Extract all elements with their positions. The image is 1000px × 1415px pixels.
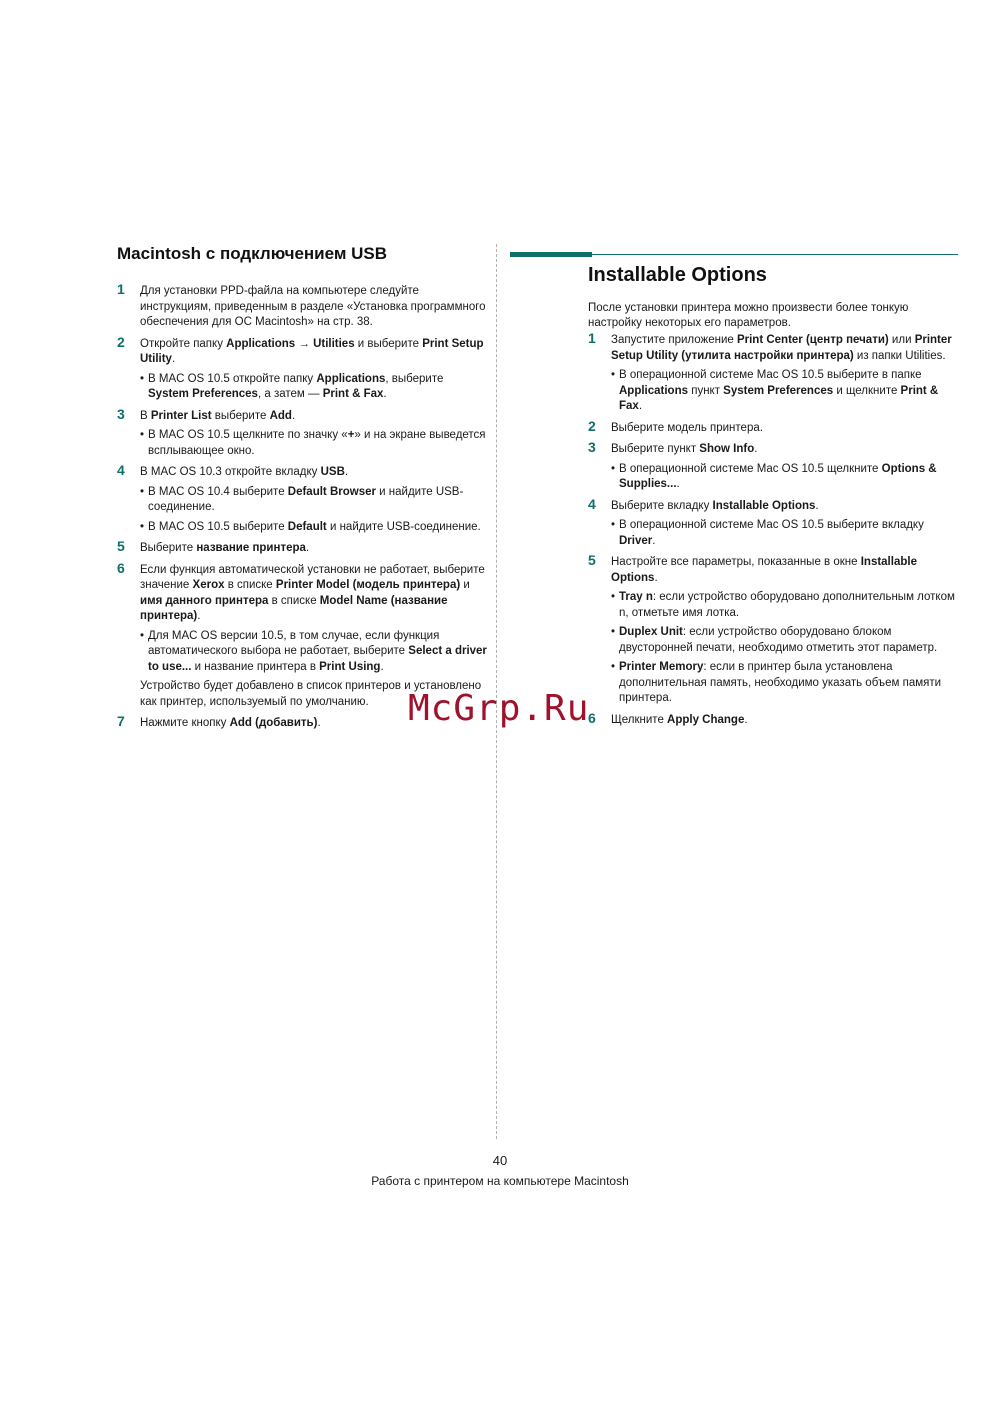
step-text: Откройте папку: [140, 337, 227, 350]
step-text: .: [305, 542, 310, 554]
step-number: 4: [588, 495, 596, 512]
section-intro: После установки принтера можно произвести более тонкую настройку некоторых его параметров.: [588, 302, 909, 329]
step-text: Запустите приложение: [611, 334, 737, 346]
step-text: .: [344, 466, 349, 478]
left-column: [117, 244, 487, 738]
bullet-text: , выберите: [385, 372, 444, 385]
bullet-text: : если в принтер была установлена дополнительная память, необходимо указать объем памяти принтера.: [619, 661, 942, 704]
step-term: USB: [320, 466, 345, 478]
bullet-text: : если устройство оборудовано блоком двусторонней печати, необходимо отметить этот параметр.: [619, 626, 938, 654]
page-number: 40: [492, 1153, 508, 1168]
step-number: 3: [117, 405, 125, 422]
right-step-5: [588, 552, 958, 707]
step-text: В: [140, 409, 151, 422]
left-section-title: Macintosh с подключением USB: [117, 244, 388, 263]
step-text: Нажмите кнопку: [140, 717, 230, 729]
step-term: Show Info: [699, 443, 755, 455]
step-text: и выберите: [354, 337, 423, 350]
step-term: название принтера: [196, 542, 306, 554]
bullet-term: Printer Memory: [619, 661, 704, 673]
step-text: Для установки PPD-файла на компьютере следуйте инструкциям, приведенным в разделе «Установка программного обеспечения для ОС Macintosh» на стр. 38.: [140, 285, 486, 328]
right-step-6: [588, 709, 958, 729]
step-bullet: [140, 520, 487, 536]
bullet-term: Print Using: [319, 660, 381, 673]
step-text: и: [460, 579, 470, 591]
step-term: Printer Model (модель принтера): [275, 579, 461, 591]
step-text: в списке: [224, 579, 276, 591]
step-number: 2: [117, 333, 125, 350]
bullet-text: » и на экране выведется всплывающее окно.: [148, 429, 486, 457]
step-bullet: [140, 629, 487, 676]
bullet-text: Для MAC OS версии 10.5, в том случае, если функция автоматического выбора не работает, выберите: [148, 629, 440, 657]
bullet-text: пункт: [688, 384, 724, 397]
section-rule-accent: [510, 252, 592, 257]
step-term: Add (добавить): [229, 717, 318, 729]
bullet-text: и щелкните: [833, 384, 901, 397]
step-bullet: [140, 372, 487, 403]
bullet-term: Driver: [619, 534, 653, 547]
step-number: 1: [117, 281, 125, 297]
bullet-text: .: [676, 478, 680, 490]
left-step-3: [117, 405, 487, 460]
step-text: Выберите пункт: [611, 443, 700, 455]
step-text: Выберите: [140, 542, 197, 554]
step-number: 5: [588, 552, 596, 568]
step-term: Print Center (центр печати): [736, 334, 889, 346]
step-term: Installable Options: [712, 499, 816, 512]
bullet-dot-icon: •: [140, 429, 145, 441]
left-step-1: [117, 281, 487, 331]
bullet-term: +: [347, 429, 355, 441]
step-text: .: [291, 409, 296, 422]
step-note: Устройство будет добавлено в список принтеров и установлено как принтер, используемый по умолчанию.: [140, 680, 482, 708]
bullet-text: В MAC OS 10.5 откройте папку: [148, 372, 317, 385]
step-bullet: [611, 368, 958, 415]
bullet-term: Print & Fax: [322, 388, 384, 400]
step-term: Printer Setup Utility (утилита настройки принтера): [611, 334, 952, 362]
right-step-3: [588, 439, 958, 493]
step-bullet: [611, 625, 958, 656]
bullet-term: System Preferences: [723, 384, 834, 397]
step-text: →: [295, 337, 314, 350]
step-text: Выберите модель принтера.: [611, 421, 763, 434]
bullet-text: .: [380, 660, 384, 673]
bullet-term: Duplex Unit: [619, 626, 683, 638]
bullet-term: Options & Supplies...: [619, 462, 937, 490]
bullet-dot-icon: •: [140, 485, 145, 498]
bullet-text: В операционной системе Mac OS 10.5 выберите в папке: [619, 369, 922, 381]
right-section-title: Installable Options: [588, 264, 767, 286]
step-number: 6: [117, 559, 125, 576]
bullet-text: В MAC OS 10.4 выберите: [148, 485, 288, 498]
bullet-text: .: [652, 534, 656, 547]
step-text: .: [317, 717, 321, 729]
step-number: 3: [588, 439, 596, 455]
step-number: 7: [117, 713, 125, 729]
step-text: Если функция автоматической установки не работает, выберите значение: [140, 563, 485, 591]
bullet-text: : если устройство оборудовано дополнительным лотком n, отметьте имя лотка.: [619, 591, 955, 619]
step-term: Add: [269, 409, 292, 422]
step-bullet: [140, 428, 487, 459]
bullet-term: Select a driver to use...: [148, 645, 487, 673]
step-text: .: [171, 353, 176, 365]
bullet-text: В операционной системе Mac OS 10.5 выберите вкладку: [619, 519, 924, 531]
step-number: 2: [588, 417, 596, 434]
step-text: выберите: [211, 409, 270, 422]
right-column: [588, 264, 958, 734]
step-term: Model Name (название принтера): [140, 594, 448, 622]
bullet-text: и найдите USB-соединение.: [326, 520, 481, 533]
step-number: 4: [117, 462, 125, 478]
bullet-dot-icon: •: [611, 626, 616, 638]
bullet-text: В операционной системе Mac OS 10.5 щелкните: [619, 462, 882, 475]
right-step-4: [588, 495, 958, 550]
bullet-dot-icon: •: [611, 661, 616, 673]
step-term: Utilities: [313, 337, 355, 350]
step-number: 5: [117, 538, 125, 554]
step-term: Print Setup Utility: [140, 337, 484, 365]
bullet-dot-icon: •: [611, 369, 616, 381]
bullet-term: Default: [287, 520, 327, 533]
step-bullet: [611, 518, 958, 549]
watermark: McGrp.Ru: [408, 688, 590, 729]
bullet-term: Default Browser: [287, 485, 376, 498]
step-text: Щелкните: [611, 713, 668, 726]
step-text: .: [654, 571, 658, 584]
step-text: .: [815, 499, 819, 512]
bullet-text: , а затем —: [257, 388, 323, 400]
step-text: В MAC OS 10.3 откройте вкладку: [140, 466, 321, 478]
step-number: 6: [588, 709, 596, 726]
left-step-2: [117, 333, 487, 403]
step-term: Apply Change: [667, 713, 745, 726]
step-term: Installable Options: [611, 556, 917, 584]
bullet-term: Print & Fax: [619, 384, 939, 412]
step-bullet: [611, 660, 958, 707]
bullet-dot-icon: •: [140, 372, 145, 385]
bullet-text: и название принтера в: [191, 660, 320, 673]
bullet-dot-icon: •: [140, 520, 145, 533]
step-text: .: [754, 443, 758, 455]
step-text: Выберите вкладку: [611, 499, 713, 512]
step-number: 1: [588, 330, 596, 346]
left-step-5: [117, 538, 487, 557]
step-bullet: [611, 462, 958, 493]
step-text: .: [744, 713, 748, 726]
bullet-term: System Preferences: [148, 388, 258, 400]
footer-section-title: Работа с принтером на компьютере Macintosh: [371, 1174, 629, 1188]
bullet-dot-icon: •: [611, 462, 616, 475]
bullet-text: .: [638, 400, 643, 412]
step-text: .: [197, 610, 201, 622]
step-text: из папки Utilities.: [853, 349, 946, 362]
step-term: Xerox: [192, 579, 225, 591]
step-text: в списке: [268, 594, 320, 607]
bullet-dot-icon: •: [611, 591, 616, 603]
bullet-dot-icon: •: [140, 629, 145, 642]
step-term: Applications: [226, 337, 296, 350]
right-step-1: [588, 330, 958, 415]
bullet-term: Applications: [316, 372, 386, 385]
bullet-term: Tray n: [619, 591, 653, 603]
bullet-dot-icon: •: [611, 519, 616, 531]
bullet-text: .: [383, 388, 387, 400]
step-text: Настройте все параметры, показанные в окне: [611, 556, 861, 568]
step-term: Printer List: [150, 409, 212, 422]
step-term: имя данного принтера: [140, 594, 269, 607]
step-bullet: [611, 590, 958, 621]
step-bullet: [140, 485, 487, 516]
left-step-4: [117, 462, 487, 535]
section-rule-line: [592, 254, 958, 255]
right-step-2: [588, 417, 958, 437]
step-text: или: [888, 334, 915, 346]
bullet-text: и найдите USB-соединение.: [148, 485, 464, 513]
bullet-term: Applications: [619, 384, 689, 397]
bullet-text: В MAC OS 10.5 выберите: [148, 520, 288, 533]
bullet-text: В MAC OS 10.5 щелкните по значку «: [148, 429, 348, 441]
